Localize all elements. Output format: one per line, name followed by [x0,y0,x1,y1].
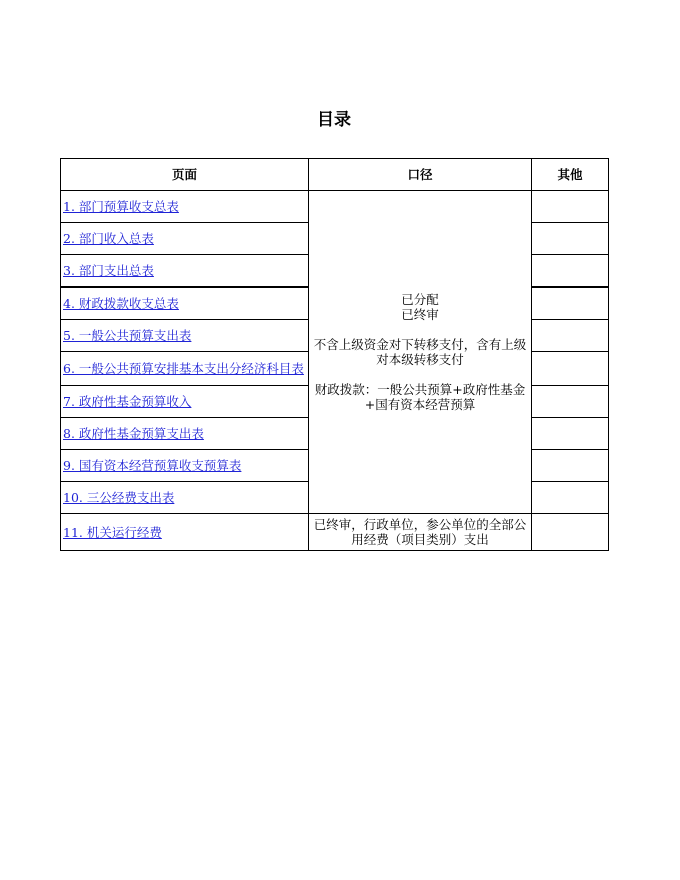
other-cell [532,223,609,255]
other-cell [532,514,609,551]
page-cell [61,191,309,223]
header-page: 页面 [61,159,309,191]
link-state-capital-budget[interactable]: 9. 国有资本经营预算收支预算表 [63,458,242,473]
link-three-public-expenses[interactable]: 10. 三公经费支出表 [63,490,175,505]
other-cell [532,287,609,320]
table-row [61,514,609,551]
other-cell [532,352,609,386]
link-agency-operating-costs[interactable]: 11. 机关运行经费 [63,524,162,540]
header-other: 其他 [532,159,609,191]
link-gov-fund-expenditure[interactable]: 8. 政府性基金预算支出表 [63,426,204,441]
link-fiscal-appropriation[interactable]: 4. 财政拨款收支总表 [63,296,179,311]
page-cell [61,450,309,482]
scope-cell-last: 已终审，行政单位，参公单位的全部公用经费（项目类别）支出 [309,514,532,551]
link-dept-expenditure[interactable]: 3. 部门支出总表 [63,263,154,278]
other-cell [532,386,609,418]
header-scope: 口径 [309,159,532,191]
link-general-public-budget[interactable]: 5. 一般公共预算支出表 [63,328,192,343]
page-cell [61,418,309,450]
other-cell [532,255,609,288]
page-cell [61,320,309,352]
page-cell [61,386,309,418]
page-cell [61,482,309,514]
page-title: 目录 [317,110,351,130]
scope-transfer-note: 不含上级资金对下转移支付，含有上级对本级转移支付 [313,337,527,367]
page-cell [61,352,309,386]
page-cell [61,223,309,255]
other-cell [532,418,609,450]
other-cell [532,191,609,223]
catalog-table [60,158,609,551]
link-dept-budget-summary[interactable]: 1. 部门预算收支总表 [63,199,179,214]
page-cell [61,514,309,551]
scope-cell-main [309,191,532,514]
other-cell [532,482,609,514]
link-gov-fund-income[interactable]: 7. 政府性基金预算收入 [63,394,192,409]
link-basic-expenditure-by-economic[interactable]: 6. 一般公共预算安排基本支出分经济科目表 [63,361,304,376]
other-cell [532,320,609,352]
scope-allocated: 已分配 [401,292,439,307]
table-header-row [61,159,609,191]
table-row [61,191,609,223]
link-dept-income[interactable]: 2. 部门收入总表 [63,231,154,246]
page-cell [61,255,309,288]
other-cell [532,450,609,482]
scope-final-review: 已终审 [401,307,439,322]
page-cell [61,287,309,320]
scope-fiscal-note: 财政拨款：一般公共预算+政府性基金+国有资本经营预算 [314,382,526,412]
